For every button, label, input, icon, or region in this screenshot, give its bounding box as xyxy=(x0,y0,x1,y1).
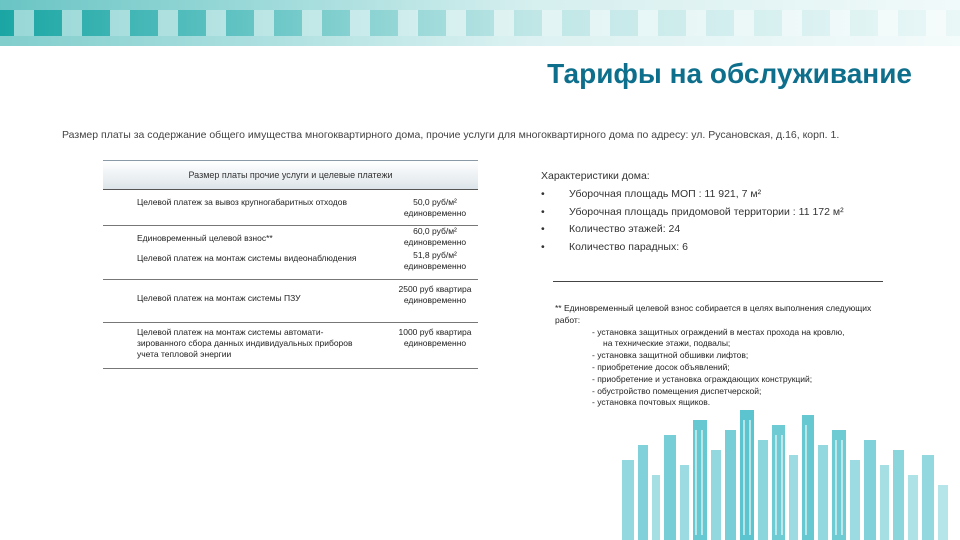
house-characteristics xyxy=(541,168,901,256)
table-row xyxy=(103,190,478,226)
footnote-head: ** Единовременный целевой взнос собирается в целях выполнения следующих работ: xyxy=(555,303,872,325)
strip-square xyxy=(686,10,706,36)
divider xyxy=(553,281,883,282)
characteristics-title: Характеристики дома: xyxy=(541,170,650,182)
footnote-item: - установка почтовых ящиков. xyxy=(592,397,711,408)
row-value: 2500 руб квартира единовременно xyxy=(398,284,472,305)
row-label: Целевой платеж на монтаж системы автомати-зированного сбора данных индивидуальных приборов учета тепловой энергии xyxy=(137,327,353,359)
city-skyline-illustration xyxy=(560,405,960,540)
list-item-text: Уборочная площадь придомовой территории : 11 172 м² xyxy=(569,205,844,218)
strip-square xyxy=(14,10,34,36)
list-item-text: Уборочная площадь МОП : 11 921, 7 м² xyxy=(569,188,762,200)
list-item xyxy=(541,221,901,239)
table-row xyxy=(103,226,478,253)
page-subtitle: Размер платы за содержание общего имущества многоквартирного дома, прочие услуги для многоквартирного дома по адресу: ул. Русановская, д.16, корп. 1. xyxy=(62,129,840,141)
top-decorative-strip xyxy=(0,0,960,46)
footnote-item: - установка защитных ограждений в местах прохода на кровлю, xyxy=(592,326,845,337)
strip-square xyxy=(254,10,274,36)
page-title: Тарифы на обслуживание xyxy=(547,58,912,89)
row-label: Единовременный целевой взнос** xyxy=(137,233,273,243)
row-value: 60,0 руб/м² единовременно xyxy=(403,226,467,247)
strip-square xyxy=(590,10,610,36)
strip-band-top xyxy=(0,0,960,10)
strip-square xyxy=(110,10,130,36)
row-label: Целевой платеж на монтаж системы видеонаблюдения xyxy=(137,253,357,263)
list-item xyxy=(541,239,901,257)
strip-square xyxy=(494,10,514,36)
list-item xyxy=(541,186,901,204)
strip-square xyxy=(446,10,466,36)
footnote xyxy=(555,303,895,409)
strip-square xyxy=(830,10,850,36)
table-header: Размер платы прочие услуги и целевые платежи xyxy=(103,160,478,190)
strip-square xyxy=(302,10,322,36)
footnote-item: - приобретение досок объявлений; xyxy=(592,361,730,372)
bullet-icon: • xyxy=(541,188,545,200)
strip-square xyxy=(158,10,178,36)
footnote-item: на технические этажи, подвалы; xyxy=(603,338,731,349)
row-value: 50,0 руб/м² единовременно xyxy=(403,197,467,218)
footnote-item: - установка защитной обшивки лифтов; xyxy=(592,350,749,361)
strip-square xyxy=(878,10,898,36)
strip-square xyxy=(542,10,562,36)
bullet-icon: • xyxy=(541,240,545,253)
row-value: 1000 руб квартира единовременно xyxy=(398,327,472,348)
list-item xyxy=(541,204,901,222)
strip-square xyxy=(62,10,82,36)
characteristics-list xyxy=(541,186,901,256)
strip-square xyxy=(398,10,418,36)
row-value: 51,8 руб/м² единовременно xyxy=(403,250,467,271)
row-label: Целевой платеж за вывоз крупногабаритных отходов xyxy=(137,197,347,207)
footnote-item: - обустройство помещения диспетчерской; xyxy=(592,385,762,396)
strip-square xyxy=(926,10,946,36)
footnote-item: - приобретение и установка ограждающих конструкций; xyxy=(592,373,813,384)
row-label: Целевой платеж на монтаж системы ПЗУ xyxy=(137,293,301,303)
bullet-icon: • xyxy=(541,223,545,235)
strip-square xyxy=(638,10,658,36)
strip-square xyxy=(734,10,754,36)
table-row xyxy=(103,323,478,369)
strip-square xyxy=(206,10,226,36)
bullet-icon: • xyxy=(541,205,545,218)
strip-square xyxy=(350,10,370,36)
strip-band-bottom xyxy=(0,36,960,46)
table-row xyxy=(103,250,478,280)
list-item-text: Количество этажей: 24 xyxy=(569,223,681,235)
list-item-text: Количество парадных: 6 xyxy=(569,240,688,253)
strip-square xyxy=(782,10,802,36)
table-row xyxy=(103,280,478,323)
tariff-table xyxy=(103,160,478,369)
